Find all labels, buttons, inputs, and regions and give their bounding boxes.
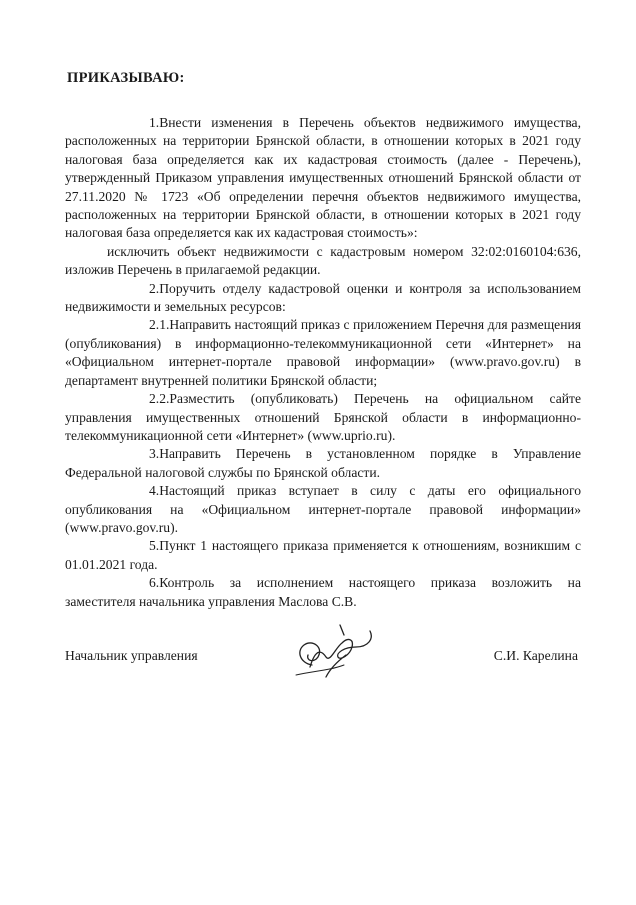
paragraph-text: Поручить отделу кадастровой оценки и контроля за использованием недвижимости и земельных ресурсов:: [65, 280, 581, 315]
paragraph-4: [65, 482, 581, 537]
paragraph-2-2: [65, 390, 581, 445]
order-body: [65, 114, 581, 611]
paragraph-text: Внести изменения в Перечень объектов недвижимого имущества, расположенных на территории Брянской области, в отношении которых в 2021 году налоговая база определяется как их кадастровая стоимость (далее - Перечень), утвержденный Приказом управления имущественных отношений Брянской области от 27.11.2020 № 1723 «Об определении перечня объектов недвижимого имущества, расположенных на территории Брянской области, в отношении которых в 2021 году налоговая база определяется как их кадастровая стоимость»:: [65, 115, 581, 241]
paragraph-text: исключить объект недвижимости с кадастровым номером 32:02:0160104:636, изложив Перечень в прилагаемой редакции.: [65, 243, 581, 278]
signatory-name: С.И. Карелина: [493, 648, 578, 663]
paragraph-5: [65, 537, 581, 574]
paragraph-text: Пункт 1 настоящего приказа применяется к отношениям, возникшим с 01.01.2021 года.: [65, 538, 581, 572]
paragraph-2: [65, 280, 581, 317]
paragraph-3: [65, 445, 581, 482]
paragraph-number: 2.: [149, 280, 160, 296]
signature-block: [65, 648, 581, 678]
paragraph-text: Разместить (опубликовать) Перечень на официальном сайте управления имущественных отношений Брянской области в информационно-телекоммуникационной сети «Интернет» (www.uprio.ru).: [65, 391, 581, 443]
paragraph-number: 3.: [149, 446, 160, 462]
paragraph-text: Направить Перечень в установленном порядке в Управление Федеральной налоговой службы по Брянской области.: [65, 446, 581, 480]
paragraph-number: 6.: [149, 575, 160, 591]
paragraph-number: 5.: [149, 538, 160, 554]
paragraph-number: 1.: [149, 115, 160, 130]
paragraph-2-1: [65, 316, 581, 390]
signatory-position: Начальник управления: [65, 648, 198, 663]
paragraph-text: Настоящий приказ вступает в силу с даты его официального опубликования на «Официальном интернет-портале правовой информации» (www.pravo.gov.ru).: [65, 483, 581, 535]
paragraph-6: [65, 574, 581, 611]
paragraph-text: Контроль за исполнением настоящего приказа возложить на заместителя начальника управления Маслова С.В.: [65, 575, 581, 609]
paragraph-1-sub: [65, 243, 581, 280]
order-heading: ПРИКАЗЫВАЮ:: [67, 70, 185, 86]
paragraph-text: Направить настоящий приказ с приложением Перечня для размещения (опубликования) в информационно-телекоммуникационной сети «Интернет» на «Официальном интернет-портале правовой информации» (www.pravo.gov.ru) в департамент внутренней политики Брянской области;: [65, 317, 581, 388]
paragraph-number: 2.1.: [149, 317, 170, 333]
paragraph-number: 2.2.: [149, 391, 170, 407]
paragraph-1: [65, 114, 581, 243]
paragraph-number: 4.: [149, 483, 160, 499]
